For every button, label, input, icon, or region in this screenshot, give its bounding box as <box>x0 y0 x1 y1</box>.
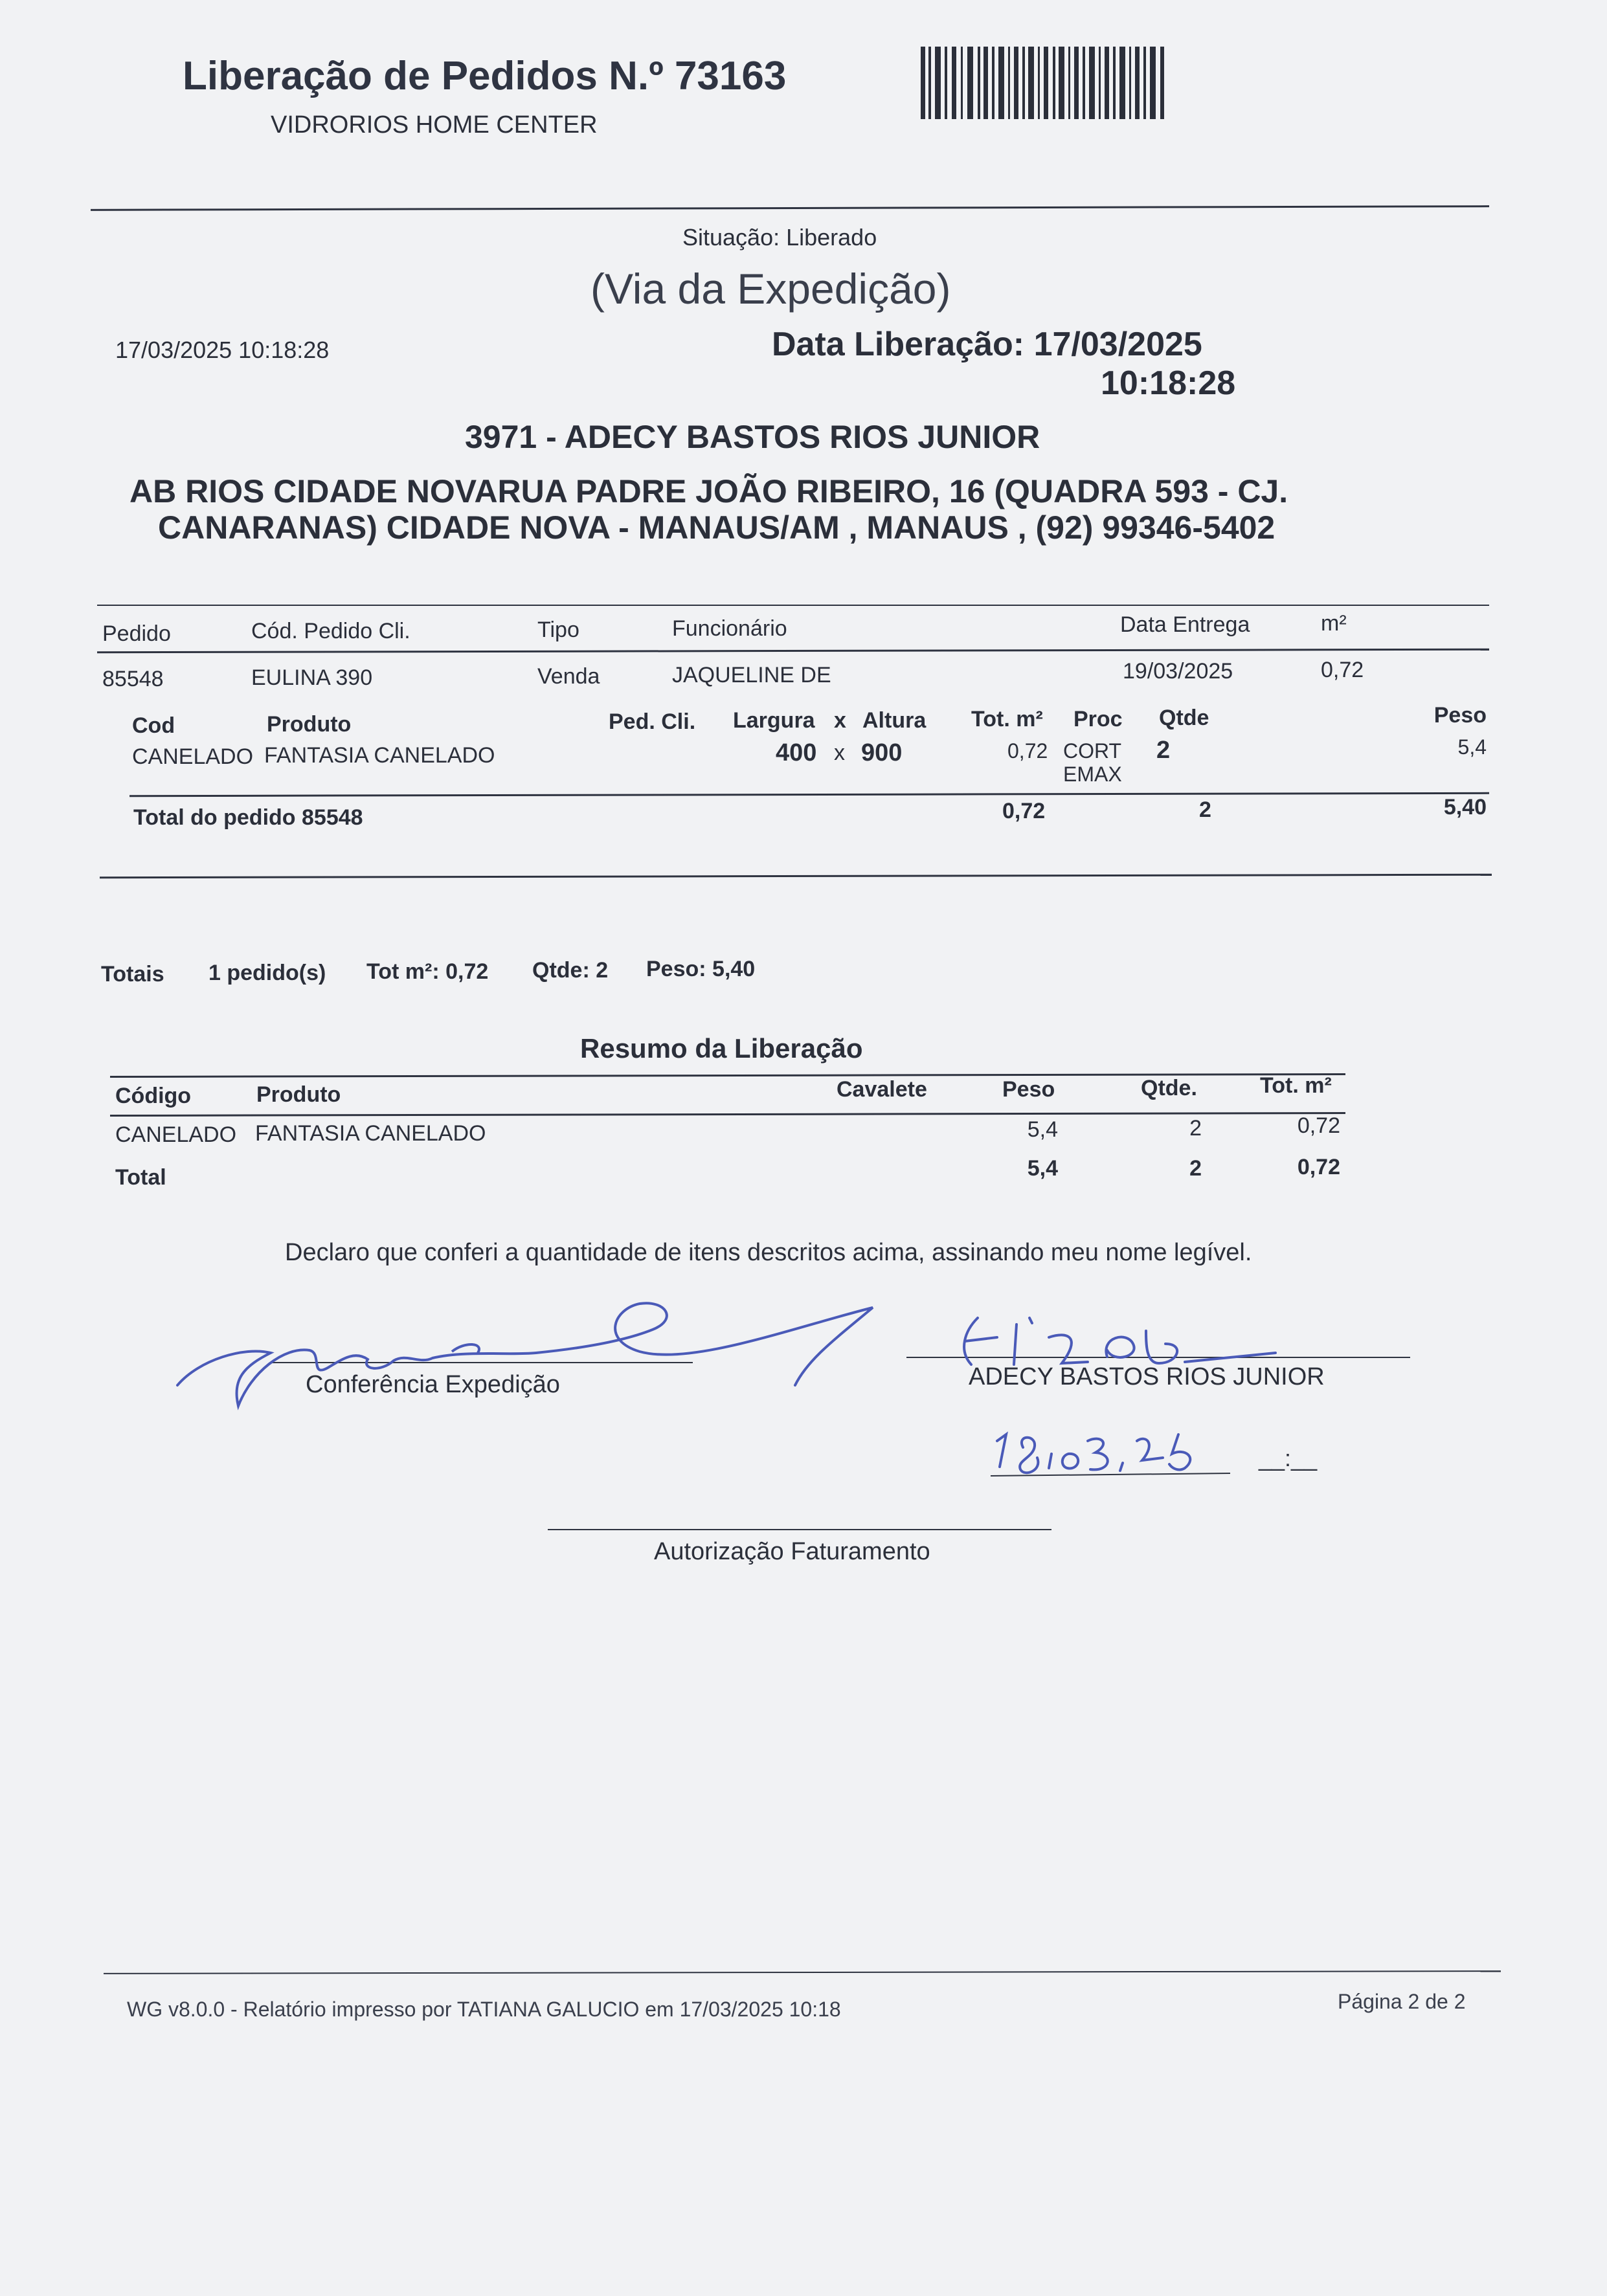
item-header-qtde: Qtde <box>1159 706 1209 730</box>
item-header-proc: Proc <box>1073 707 1123 731</box>
item-weight: 5,4 <box>1457 735 1487 759</box>
item-header-ped-cli: Ped. Cli. <box>609 709 696 734</box>
summary-product: FANTASIA CANELADO <box>255 1121 486 1146</box>
item-header-altura: Altura <box>862 708 927 733</box>
order-delivery-date: 19/03/2025 <box>1123 659 1233 684</box>
col-header-pedido: Pedido <box>102 621 171 646</box>
summary-total-weight: 5,4 <box>1027 1156 1058 1181</box>
client-name: 3971 - ADECY BASTOS RIOS JUNIOR <box>465 419 1040 455</box>
totals-weight: Peso: 5,40 <box>646 957 756 981</box>
item-qty: 2 <box>1156 737 1171 764</box>
conferencia-label: Conferência Expedição <box>306 1371 560 1398</box>
order-total-m2: 0,72 <box>1002 799 1046 823</box>
summary-header-codigo: Código <box>115 1084 192 1108</box>
summary-code: CANELADO <box>115 1122 237 1147</box>
summary-header-cavalete: Cavalete <box>837 1077 927 1102</box>
barcode-icon <box>921 47 1167 119</box>
totals-m2: Tot m²: 0,72 <box>366 959 489 984</box>
order-client-code: EULINA 390 <box>251 665 373 690</box>
item-header-tot-m2: Tot. m² <box>971 707 1043 731</box>
item-code: CANELADO <box>132 744 254 769</box>
item-header-cod: Cod <box>132 713 175 738</box>
order-total-label: Total do pedido 85548 <box>133 805 363 830</box>
client-signature-name: ADECY BASTOS RIOS JUNIOR <box>969 1363 1325 1390</box>
summary-total-m2: 0,72 <box>1297 1155 1340 1179</box>
autorizacao-signature-line <box>548 1529 1051 1530</box>
release-time: 10:18:28 <box>1101 364 1236 402</box>
print-datetime: 17/03/2025 10:18:28 <box>115 337 330 363</box>
summary-total-qty: 2 <box>1189 1156 1202 1181</box>
summary-qty: 2 <box>1189 1116 1202 1141</box>
order-m2: 0,72 <box>1321 658 1364 682</box>
order-total-qty: 2 <box>1199 797 1211 822</box>
handwritten-signature-client <box>952 1305 1288 1376</box>
item-header-x: x <box>834 708 846 733</box>
handwritten-date <box>984 1421 1256 1480</box>
footer-page-number: Página 2 de 2 <box>1338 1990 1466 2013</box>
order-type: Venda <box>537 664 600 689</box>
summary-total-label: Total <box>115 1165 166 1190</box>
item-tot-m2: 0,72 <box>1007 739 1048 763</box>
col-header-funcionario: Funcionário <box>672 616 787 641</box>
col-header-tipo: Tipo <box>537 618 579 642</box>
via-title: (Via da Expedição) <box>590 265 951 313</box>
summary-header-tot-m2: Tot. m² <box>1260 1073 1332 1098</box>
item-proc-cort: CORT <box>1063 739 1122 763</box>
col-header-data-entrega: Data Entrega <box>1120 612 1250 637</box>
col-header-cod-pedido-cli: Cód. Pedido Cli. <box>251 619 410 643</box>
summary-header-qtde: Qtde. <box>1141 1076 1197 1100</box>
orders-table-header-line <box>97 649 1489 654</box>
order-employee: JAQUELINE DE <box>672 663 831 687</box>
item-header-largura: Largura <box>733 708 815 733</box>
totals-qty: Qtde: 2 <box>532 958 609 983</box>
status-text: Situação: Liberado <box>682 224 877 251</box>
client-address-line1: AB RIOS CIDADE NOVARUA PADRE JOÃO RIBEIRO, 16 (QUADRA 593 - CJ. <box>129 473 1288 509</box>
item-product: FANTASIA CANELADO <box>264 743 495 768</box>
summary-title: Resumo da Liberação <box>580 1033 863 1064</box>
declaration-text: Declaro que conferi a quantidade de itens descritos acima, assinando meu nome legível. <box>285 1239 1252 1266</box>
order-total-weight: 5,40 <box>1443 795 1487 819</box>
item-header-peso: Peso <box>1433 703 1487 728</box>
client-address-line2: CANARANAS) CIDADE NOVA - MANAUS/AM , MANAUS , (92) 99346-5402 <box>158 509 1275 546</box>
items-total-line <box>129 792 1489 797</box>
item-x: x <box>834 741 845 765</box>
summary-header-peso: Peso <box>1002 1077 1055 1102</box>
autorizacao-label: Autorização Faturamento <box>654 1538 930 1565</box>
summary-weight: 5,4 <box>1027 1117 1058 1142</box>
item-height: 900 <box>861 739 903 766</box>
item-width: 400 <box>776 739 817 766</box>
col-header-m2: m² <box>1321 611 1347 636</box>
time-placeholder: __:__ <box>1259 1445 1318 1471</box>
release-date: Data Liberação: 17/03/2025 <box>772 326 1202 363</box>
item-proc-emax: EMAX <box>1063 763 1122 786</box>
handwritten-signature-expedicao <box>174 1288 886 1418</box>
orders-table-top-line <box>97 605 1489 606</box>
item-header-produto: Produto <box>267 712 352 737</box>
totals-orders: 1 pedido(s) <box>208 961 326 985</box>
order-number: 85548 <box>102 667 164 691</box>
totals-label: Totais <box>101 962 164 986</box>
orders-table-bottom-line <box>100 874 1492 879</box>
summary-m2: 0,72 <box>1297 1113 1340 1138</box>
summary-header-produto: Produto <box>256 1082 341 1107</box>
document-title: Liberação de Pedidos N.º 73163 <box>183 54 787 98</box>
footer-printed-by: WG v8.0.0 - Relatório impresso por TATIANA GALUCIO em 17/03/2025 10:18 <box>127 1998 841 2021</box>
footer-divider <box>104 1970 1501 1974</box>
header-divider <box>91 205 1489 211</box>
company-name: VIDRORIOS HOME CENTER <box>271 111 598 139</box>
